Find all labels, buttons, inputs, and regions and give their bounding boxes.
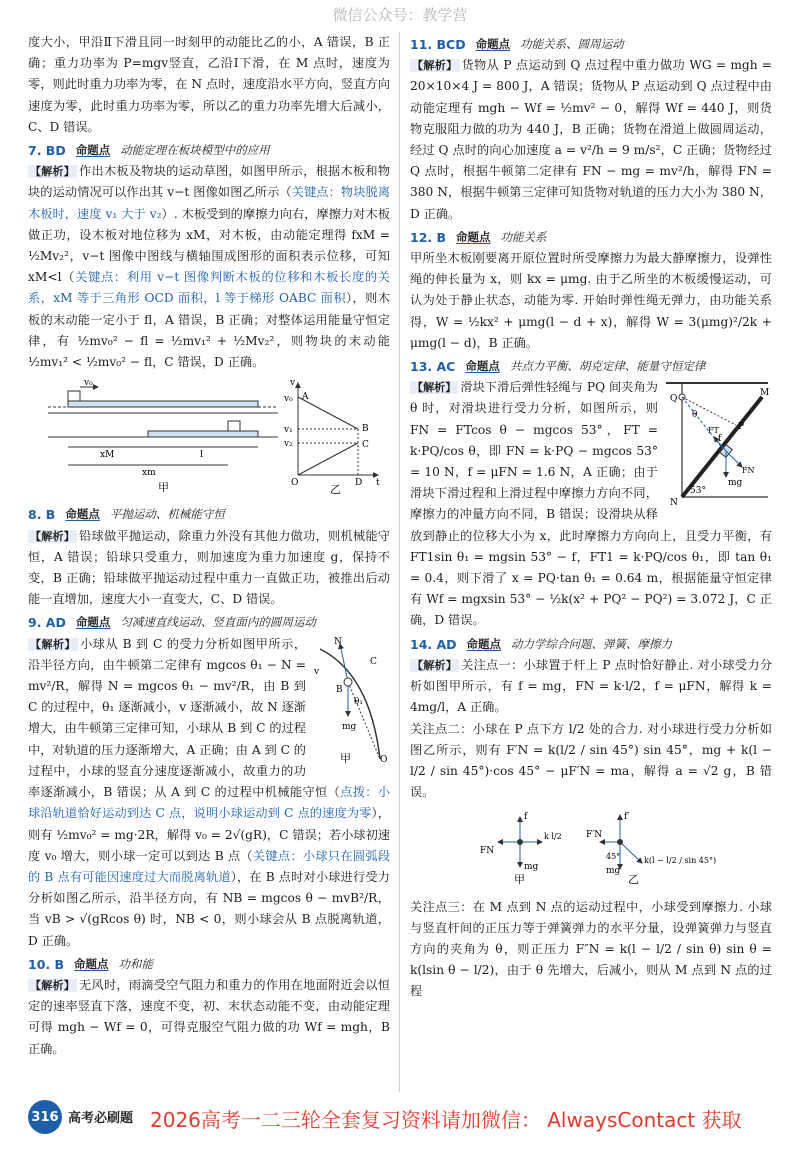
q9-mg-label: mg xyxy=(342,721,357,732)
point-D: D xyxy=(355,478,363,489)
v0-tick: v₀ xyxy=(284,394,293,405)
q10-number: 10. B xyxy=(28,956,65,972)
q14-analysis-3: 关注点三：在 M 点到 N 点的运动过程中，小球受到摩擦力. 小球与竖直杆间的正压力等于弹簧弹力的水平分量，设弹簧弹力与竖直方向的夹角为 θ，则正压力 F″N = k(l − l/2 / sin θ) sin θ = k(lsin θ − l/2)，由于 θ 先增大，后减小，则从 M 点到 N 点的过程 xyxy=(410,899,772,999)
q13-FT-label: FT xyxy=(708,426,719,436)
point-C: C xyxy=(362,440,369,451)
q9-B-label: B xyxy=(336,684,343,695)
q9-v-label: v xyxy=(314,666,320,677)
intro-paragraph: 度大小，甲沿Ⅱ下滑且同一时刻甲的动能比乙的小，A 错误，B 正确；重力功率为 P=mgv竖直，乙沿Ⅰ下滑，在 M 点时，速度为零，则此时重力功率为零，在 N 点时，速度沿水平方向，竖直方向速度为零，此时重力功率为零，所以乙的重力功率先增大后减小，C、D 错误。 xyxy=(28,35,390,134)
q9-theta-label: θ₁ xyxy=(354,696,364,707)
q14b-mg-label: mg xyxy=(606,866,621,877)
q11-topic: 功能关系、圆周运动 xyxy=(520,37,624,51)
q7-text-1: 作出木板及物块的运动草图，如图甲所示，根据木板和物块的运动情况可以作出其 v−t 图像如图乙所示（ xyxy=(28,164,391,200)
q9-tag: 命题点 xyxy=(75,615,111,630)
fig-caption-jia: 甲 xyxy=(340,751,351,764)
q8-jiexi-label: 【解析】 xyxy=(30,529,76,543)
q14-fig-yi xyxy=(586,812,716,886)
q7-header xyxy=(28,140,390,161)
q14b-FN-label: F′N xyxy=(586,830,603,841)
footer-brand xyxy=(68,1107,133,1126)
q14-text-1: 关注点一：小球置于杆上 P 点时恰好静止. 对小球受力分析如图甲所示，有 f = mg，FN = k·l/2，f = μFN，解得 k = 4mg/l，A 正确。 xyxy=(410,657,773,715)
q14a-kl-label: k l/2 xyxy=(544,832,562,842)
q14-topic: 动力学综合问题、弹簧、摩擦力 xyxy=(511,636,673,651)
origin-O: O xyxy=(291,478,299,489)
q13-P-label: P xyxy=(738,422,745,433)
q13-Q-label: Q xyxy=(670,394,678,405)
xm-label: xm xyxy=(142,468,156,479)
q14-jiexi-label: 【解析】 xyxy=(412,658,458,672)
fig-caption-jia: 甲 xyxy=(514,873,525,887)
q13-topic: 共点力平衡、胡克定律、能量守恒定律 xyxy=(509,359,706,374)
q12-analysis: 甲所坐木板刚要离开原位置时所受摩擦力为最大静摩擦力，设弹性绳的伸长量为 x，则 kx = μmg. 由于乙所坐的木板缓慢运动，可认为处于静止状态，动能为零. 开始时弹性绳无弹力，由功能关系得，W = ½kx² + μmg(l − d + x)，解得 W = 3(μmg)²/2k + μmg(l − d)，B 正确。 xyxy=(410,251,772,350)
q8-text: 铅球做平抛运动，除重力外没有其他力做功，则机械能守恒，A 错误；铅球只受重力，则加速度为重力加速度 g，保持不变，B 正确；铅球做平抛运动过程中重力一直做正功，被推出后动能一直增加，速度大小一直变大，C、D 错误。 xyxy=(28,528,391,607)
q7-number: 7. BD xyxy=(28,143,66,159)
q13-M-label: M xyxy=(760,388,770,399)
q13-FN-label: FN xyxy=(742,466,755,476)
fig-caption-yi: 乙 xyxy=(330,483,341,496)
q7-tag: 命题点 xyxy=(75,143,111,158)
q13-f-label: f xyxy=(718,434,722,445)
q14a-FN-label: FN xyxy=(480,846,495,857)
q12-header xyxy=(410,227,772,248)
q8-analysis xyxy=(28,526,390,611)
point-A: A xyxy=(302,392,309,403)
v2-tick: v₂ xyxy=(284,439,293,450)
q14-figures xyxy=(410,807,772,894)
q14b-angle-label: 45° xyxy=(606,852,621,862)
q13-text: 滑块下滑后弹性轻绳与 PQ 间夹角为 θ 时，对滑块进行受力分析，如图所示，则 FN = FTcos θ − mgcos 53°，FT = k·PQ/cos θ，即 FN = k·PQ − mgcos 53° = 10 N，f = μFN = 1.6 N，A 正确；由于滑块下滑过程和上滑过程中摩擦力方向不同，摩擦力的冲量方向不同，B 错误；设滑块从释放到静止的位移大小为 x，此时摩擦力方向向上，且受力平衡，有 FT1sin θ₁ = mgsin 53° − f，FT1 = k·PQ/cos θ₁，即 tan θ₁ = 0.4，则下滑了 x = PQ·tan θ₁ = 0.64 m，根据能量守恒定律有 Wf = mgxsin 53° − ½k(x² + PQ² − PQ²) = 3.072 J，C 正确，D 错误。 xyxy=(410,380,772,628)
q9-O-label: O xyxy=(380,754,388,764)
q9-text-3: ），在 B 点时对小球进行受力分析如图乙所示，沿半径方向，有 NB = mgcos θ − mvB²/R，当 vB > √(gRcos θ) 时，NB < 0，则小球会从 B 点脱离轨道，D 正确。 xyxy=(28,869,390,948)
q7-text-2: ）. 木板受到的摩擦力向右，摩擦力对木板做正功，设木板对地位移为 xM，对木板，由动能定理得 fxM = ½Mv₂²，v−t 图像中图线与横轴围成图形的面积表示位移，可知 xM<l（ xyxy=(28,206,391,285)
q9-N-label: N xyxy=(334,636,342,647)
q8-header xyxy=(28,504,390,525)
fig-caption-jia: 甲 xyxy=(158,481,169,495)
right-column xyxy=(410,32,772,1003)
q8-topic: 平抛运动、机械能守恒 xyxy=(109,507,225,522)
q13-jiexi-label: 【解析】 xyxy=(412,381,457,395)
page-number-badge: 316 xyxy=(28,1100,62,1134)
q9-key-2: 关键点：小球只在圆弧段的 B 点有可能因速度过大而脱离轨道 xyxy=(28,848,391,884)
q10-text: 无风时，雨滴受空气阻力和重力的作用在地面附近会以恒定的速率竖直下落，速度不变，初、末状态动能不变，由动能定理可得 mgh − Wf = 0，可得克服空气阻力做的功 Wf = mgh，B 正确。 xyxy=(28,977,391,1056)
q9-text-2: ），则有 ½mv₀² = mg·2R，解得 v₀ = 2√(gR)，C 错误；若小球初速度 v₀ 增大，则小球一定可以到达 B 点（ xyxy=(28,806,390,863)
v-axis-label: v xyxy=(290,378,296,389)
q9-topic: 匀减速直线运动、竖直面内的圆周运动 xyxy=(120,615,316,630)
xM-label: xM xyxy=(100,450,115,461)
point-B: B xyxy=(362,424,369,435)
block xyxy=(68,391,80,401)
q9-key-1: 点拨：小球沿轨道恰好运动到达 C 点，说明小球运动到 C 点的速度为零 xyxy=(28,785,391,821)
q14-header xyxy=(410,634,772,655)
footer-ad: 2026高考一二三轮全套复习资料请加微信： AlwaysContact 获取 xyxy=(150,1108,742,1132)
q11-header xyxy=(410,34,772,55)
q9-header xyxy=(28,612,390,633)
q10-tag: 命题点 xyxy=(74,956,109,971)
left-column xyxy=(28,32,390,1060)
q9-text-1: 小球从 B 到 C 的受力分析如图甲所示，沿半径方向，由牛顿第二定律有 mgcos θ₁ − N = mv²/R，解得 N = mgcos θ₁ − mv²/R，由 B 到 C 的过程中，θ₁ 逐渐减小，v 逐渐减小，故 N 逐渐增大，由牛顿第三定律可知，小球从 B 到 C 的过程中，对轨道的压力逐渐增大，A 正确；由 A 到 C 的过程中，小球的竖直分速度逐渐减小，故重力的功率逐渐减小，B 错误；从 A 到 C 的过程中机械能守恒（ xyxy=(28,636,341,800)
q14-fig-jia xyxy=(480,812,562,886)
fig-caption-yi: 乙 xyxy=(628,873,639,887)
q10-jiexi-label: 【解析】 xyxy=(30,978,76,992)
q14a-mg-label: mg xyxy=(524,862,539,873)
q10-header xyxy=(28,954,390,975)
board xyxy=(68,401,258,407)
q14-diagram xyxy=(410,807,770,887)
q10-analysis xyxy=(28,975,390,1060)
q9-number: 9. AD xyxy=(28,615,66,631)
q11-number: 11. BCD xyxy=(410,37,466,52)
q13-tag: 命题点 xyxy=(465,359,500,374)
q9-jiexi-label: 【解析】 xyxy=(30,637,77,651)
q13-theta-label: θ xyxy=(692,410,698,421)
q14b-kx-label: k(l − l/2 / sin 45°) xyxy=(644,856,717,866)
v0-label: v₀ xyxy=(84,378,93,389)
q8-number: 8. B xyxy=(28,507,56,523)
q14-number: 14. AD xyxy=(410,636,457,652)
q13-mg-label: mg xyxy=(728,478,743,489)
q12-topic: 功能关系 xyxy=(500,229,547,244)
q14a-f-label: f xyxy=(524,812,528,823)
q13-header xyxy=(410,356,772,377)
q7-analysis xyxy=(28,161,390,373)
q7-key-2: 关键点：利用 v−t 图像判断木板的位移和木板长度的关系，xM 等于三角形 OCD 面积，l 等于梯形 OABC 面积 xyxy=(28,270,390,306)
watermark: 微信公众号：教学营 xyxy=(332,6,468,24)
q14-analysis-1 xyxy=(410,655,772,719)
q11-jiexi-label: 【解析】 xyxy=(412,59,458,73)
t-axis-label: t xyxy=(376,478,380,489)
q14b-f-label: f′ xyxy=(624,812,630,823)
q7-topic: 动能定理在板块模型中的应用 xyxy=(120,143,270,158)
q14-tag: 命题点 xyxy=(466,636,502,651)
q13-N-label: N xyxy=(670,498,678,508)
q13-figure xyxy=(662,377,772,507)
q9-fig-jia xyxy=(310,634,390,764)
q14-analysis-2: 关注点二：小球在 P 点下方 l/2 处的合力. 对小球进行受力分析如图乙所示，则有 F′N = k(l/2 / sin 45°) sin 45°，mg + k(l − l/2 / sin 45°)·cos 45° − μF′N = ma，解得 a = √2 g，B 错误。 xyxy=(410,721,772,800)
q7-board-diagram xyxy=(48,378,278,494)
q8-tag: 命题点 xyxy=(65,507,100,522)
q13-angle-label: 53° xyxy=(690,486,706,497)
q7-figures xyxy=(28,377,390,502)
q7-diagram xyxy=(28,377,388,495)
q7-text-3: ），则木板的末动能一定小于 fl，A 错误，B 正确；对整体运用能量守恒定律，有 ½mv₀² − fl = ½mv₁² + ½Mv₂²，则物块的末动能 ½mv₁² < ½mv₀² − fl，C 错误，D 正确。 xyxy=(28,291,390,370)
q13-number: 13. AC xyxy=(410,359,456,375)
q7-key-1: 关键点：物块脱离木板时，速度 v₁ 大于 v₂ xyxy=(28,185,391,221)
q7-jiexi-label: 【解析】 xyxy=(30,165,76,179)
q9-C-label: C xyxy=(370,656,377,667)
v1-tick: v₁ xyxy=(284,425,293,436)
l-label: l xyxy=(200,450,203,461)
brand-title: 高考必刷题 xyxy=(68,1111,134,1126)
q12-tag: 命题点 xyxy=(456,229,491,244)
column-divider xyxy=(399,32,400,1092)
q11-tag: 命题点 xyxy=(475,37,511,51)
q7-vt-graph xyxy=(283,378,380,495)
q10-topic: 功和能 xyxy=(118,956,154,971)
q11-analysis xyxy=(410,55,772,225)
q12-number: 12. B xyxy=(410,229,447,245)
q11-text: 货物从 P 点运动到 Q 点过程中重力做功 WG = mgh = 20×10×4 J = 800 J，A 错误；货物从 P 点运动到 Q 点过程中由动能定理有 mgh − Wf = ½mv² − 0，解得 Wf = 440 J，则货物克服阻力做的功为 440 J，B 正确；货物在滑道上做圆周运动，经过 Q 点时的向心加速度 a = v²/h = 9 m/s²，C 正确；货物经过 Q 点时，根据牛顿第二定律有 FN − mg = mv²/h，解得 FN = 380 N，根据牛顿第三定律可知货物对轨道的压力大小为 380 N，D 正确。 xyxy=(410,58,773,221)
